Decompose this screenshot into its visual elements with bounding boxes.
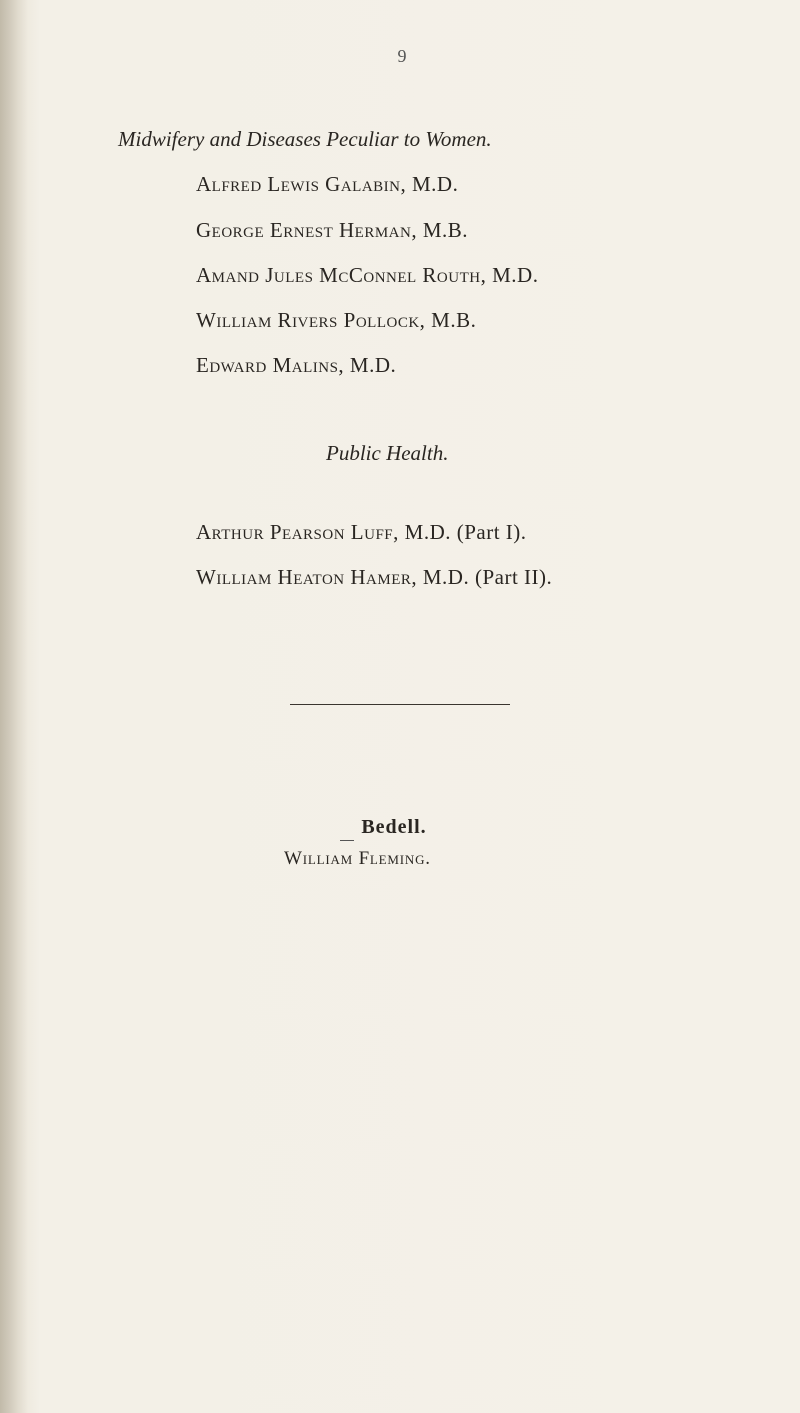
examiner-name: William Rivers Pollock, [196, 308, 426, 332]
section-heading-public-health: Public Health. [326, 441, 449, 465]
examiner-degree: M.D. (Part II). [422, 565, 553, 589]
examiner-entry [196, 308, 476, 333]
examiner-name: William Heaton Hamer, [196, 565, 418, 589]
examiner-entry [196, 520, 527, 545]
page-number: 9 [397, 46, 407, 66]
examiner-name: George Ernest Herman, [196, 218, 418, 242]
examiner-entry [196, 218, 468, 243]
examiner-degree: M.D. (Part I). [404, 520, 527, 544]
examiner-name: Alfred Lewis Galabin, [196, 172, 407, 196]
examiner-name: Edward Malins, [196, 353, 345, 377]
examiner-degree: M.D. [411, 172, 459, 196]
examiner-degree: M.D. [349, 353, 397, 377]
divider-rule [290, 704, 510, 705]
examiner-entry [196, 353, 396, 378]
bedell-name: William Fleming. [284, 848, 431, 869]
binding-shadow [0, 0, 28, 1413]
bedell-heading: Bedell. [334, 816, 454, 839]
examiner-degree: M.D. [492, 263, 539, 287]
examiner-name: Arthur Pearson Luff, [196, 520, 399, 544]
examiner-entry [196, 565, 552, 590]
section-heading-midwifery: Midwifery and Diseases Peculiar to Women. [118, 127, 492, 151]
examiner-name: Amand Jules McConnel Routh, [196, 263, 487, 287]
examiner-degree: M.B. [431, 308, 477, 332]
examiner-degree: M.B. [422, 218, 469, 242]
examiner-entry [196, 263, 538, 288]
examiner-entry [196, 172, 458, 197]
